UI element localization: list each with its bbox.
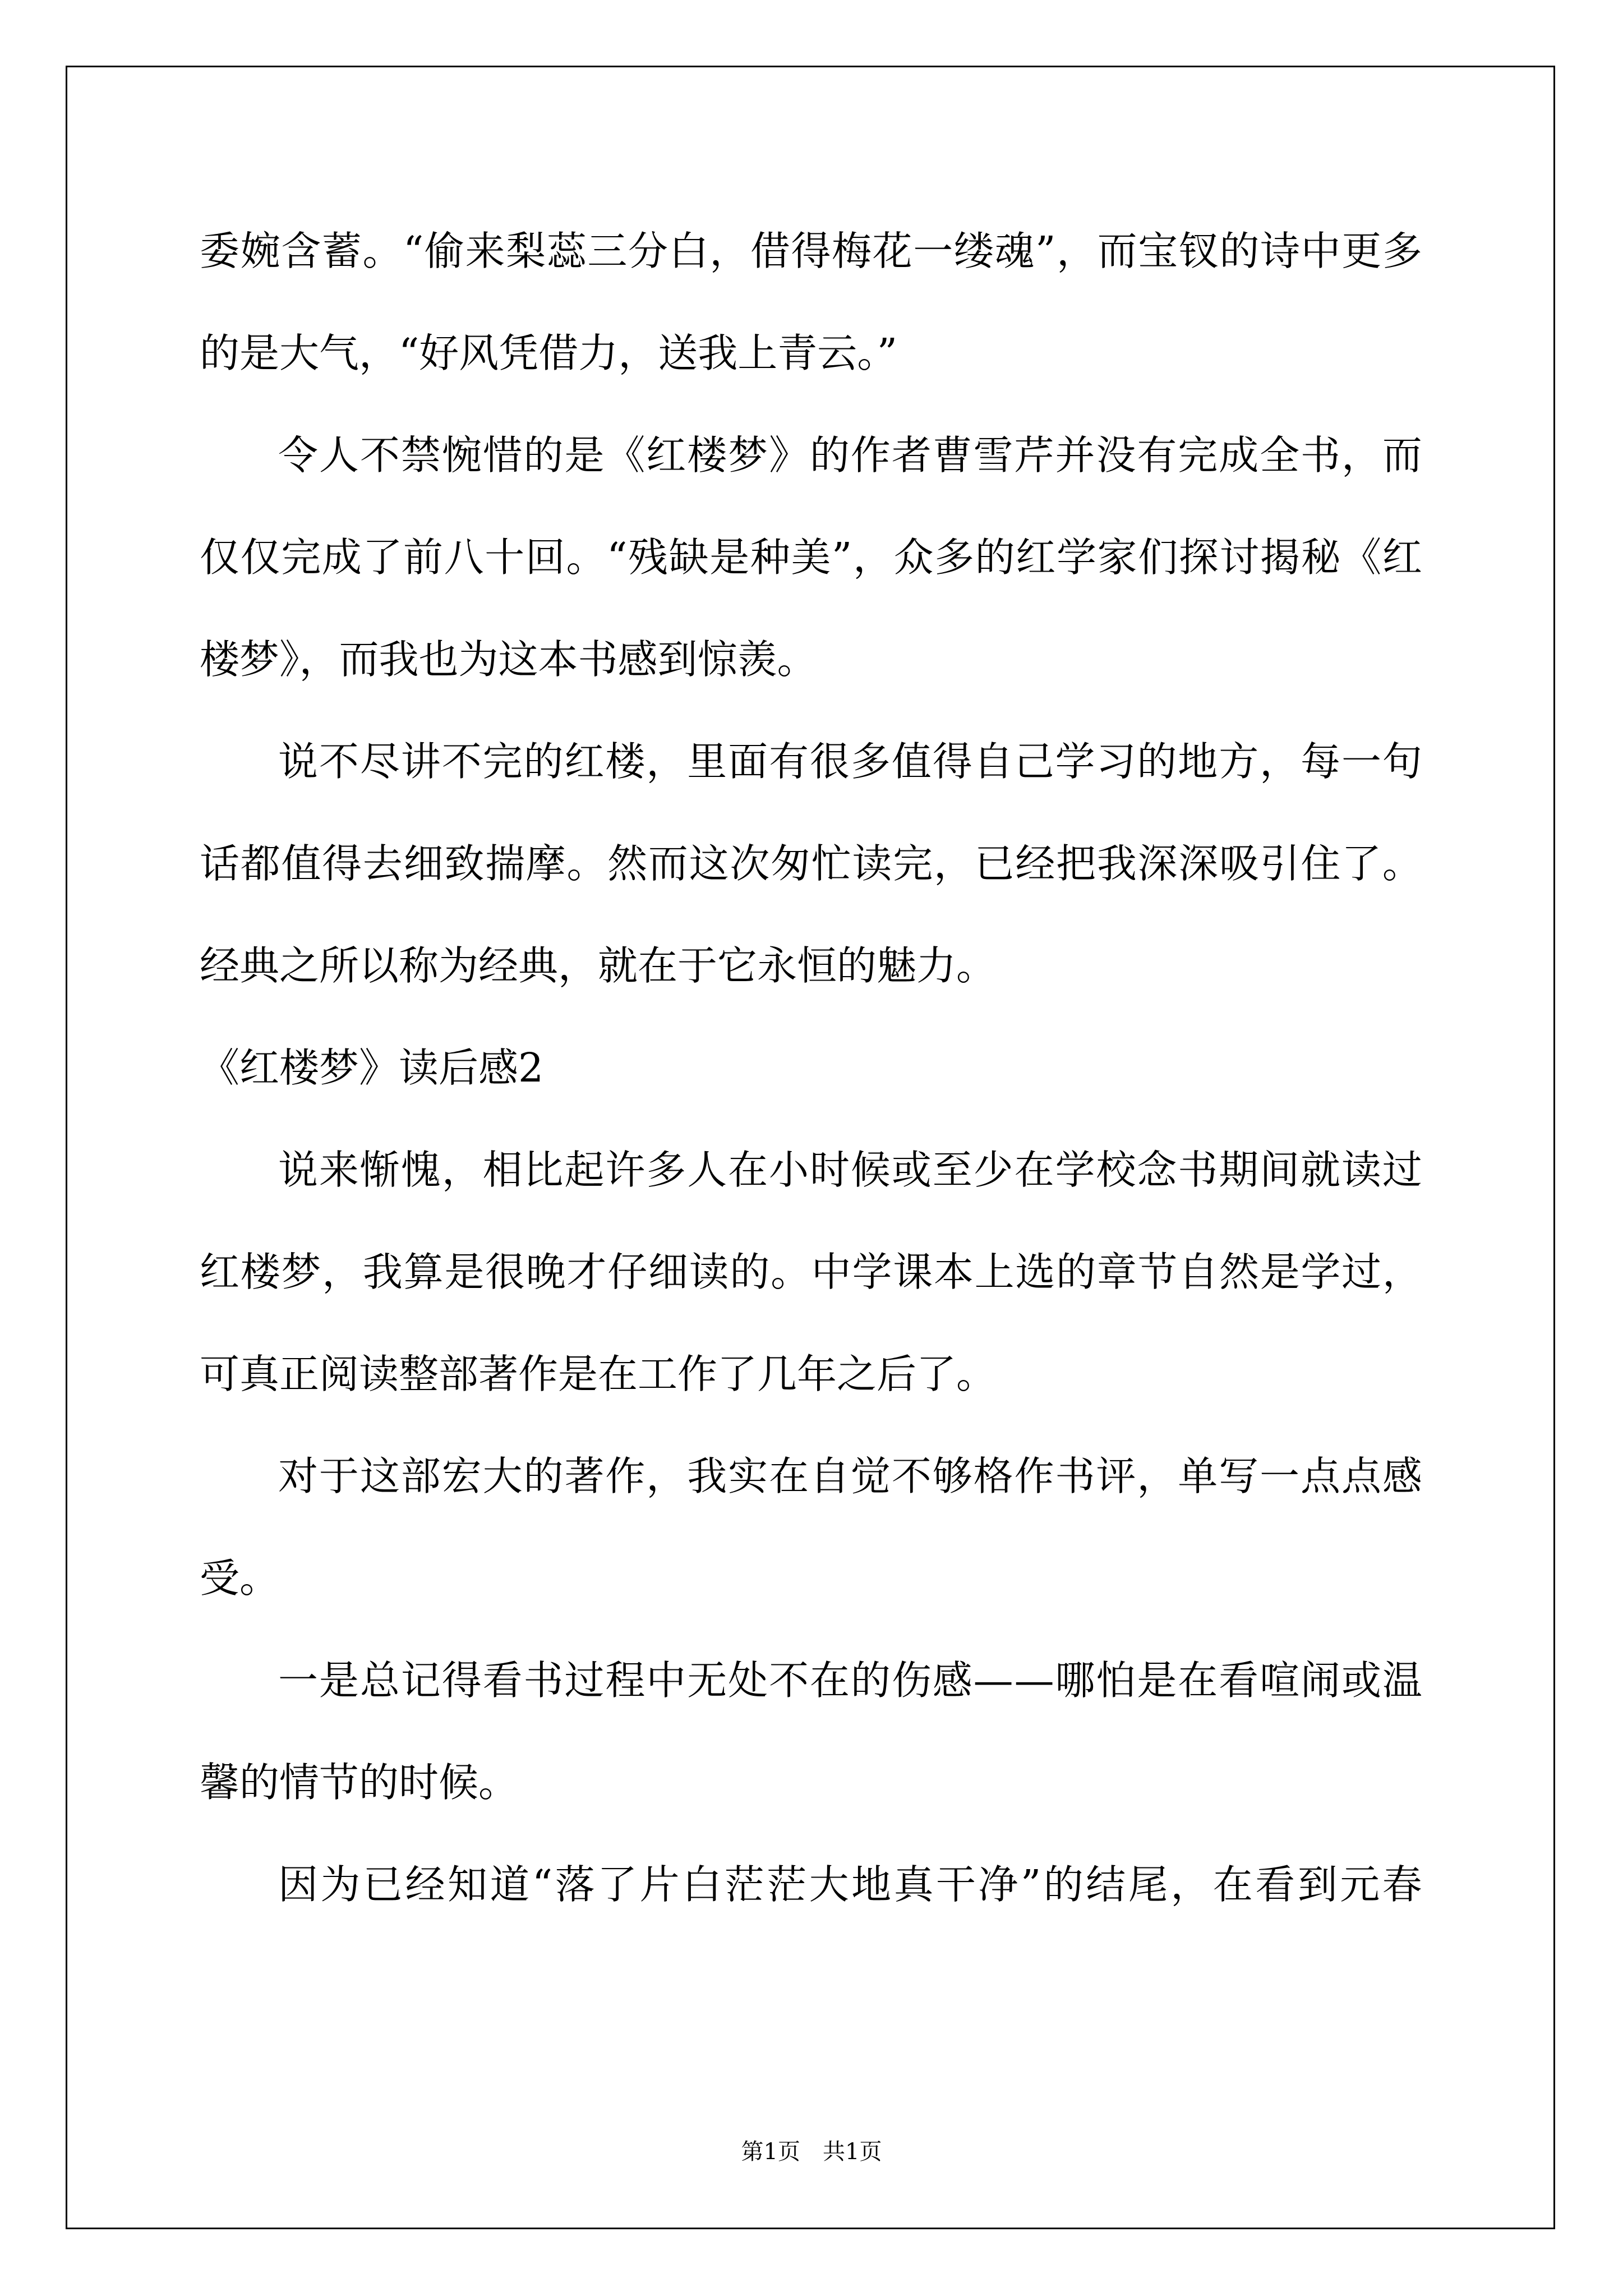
text-line: 对 于 这 部 宏 大 的 著 作 ， 我 实 在 自 觉 不 够 格 作 书 评 ， 单 写 一 点 点 感 xyxy=(278,1453,1422,1499)
text-line: 《红楼梦》读后感2 xyxy=(200,1045,544,1091)
text-line: 因 为 已 经 知 道 “ 落 了 片 白 茫 茫 大 地 真 干 净 ” 的 结 尾 ， 在 看 到 元 春 xyxy=(278,1861,1422,1908)
text-line: 的是大气，“好风凭借力，送我上青云。” xyxy=(200,330,898,376)
text-line: 仅 仅 完 成 了 前 八 十 回 。 “ 残 缺 是 种 美 ” ， 众 多 的 红 学 家 们 探 讨 揭 秘 《 红 xyxy=(200,534,1422,581)
text-line: 可真正阅读整部著作是在工作了几年之后了。 xyxy=(200,1351,997,1397)
text-line: 委 婉 含 蓄 。 “ 偷 来 梨 蕊 三 分 白 ， 借 得 梅 花 一 缕 魂 ” ， 而 宝 钗 的 诗 中 更 多 xyxy=(200,228,1422,274)
text-line: 令 人 不 禁 惋 惜 的 是 《 红 楼 梦 》 的 作 者 曹 雪 芹 并 没 有 完 成 全 书 ， 而 xyxy=(278,432,1422,478)
page-footer: 第1页 共1页 xyxy=(741,2139,882,2165)
text-line: 话 都 值 得 去 细 致 揣 摩 。 然 而 这 次 匆 忙 读 完 ， 已 经 把 我 深 深 吸 引 住 了 。 xyxy=(200,840,1422,887)
text-line: 楼梦》，而我也为这本书感到惊羡。 xyxy=(200,636,817,683)
text-line: 红 楼 梦 ， 我 算 是 很 晚 才 仔 细 读 的 。 中 学 课 本 上 选 的 章 节 自 然 是 学 过 ， xyxy=(200,1249,1422,1295)
text-line: 一 是 总 记 得 看 书 过 程 中 无 处 不 在 的 伤 感 — — 哪 怕 是 在 看 喧 闹 或 温 xyxy=(278,1657,1422,1704)
text-line: 说 不 尽 讲 不 完 的 红 楼 ， 里 面 有 很 多 值 得 自 己 学 习 的 地 方 ， 每 一 句 xyxy=(278,738,1422,785)
text-line: 经典之所以称为经典，就在于它永恒的魅力。 xyxy=(200,942,997,989)
text-line: 说 来 惭 愧 ， 相 比 起 许 多 人 在 小 时 候 或 至 少 在 学 校 念 书 期 间 就 读 过 xyxy=(278,1147,1422,1193)
text-line: 受。 xyxy=(200,1555,280,1602)
text-line: 馨的情节的时候。 xyxy=(200,1759,519,1806)
